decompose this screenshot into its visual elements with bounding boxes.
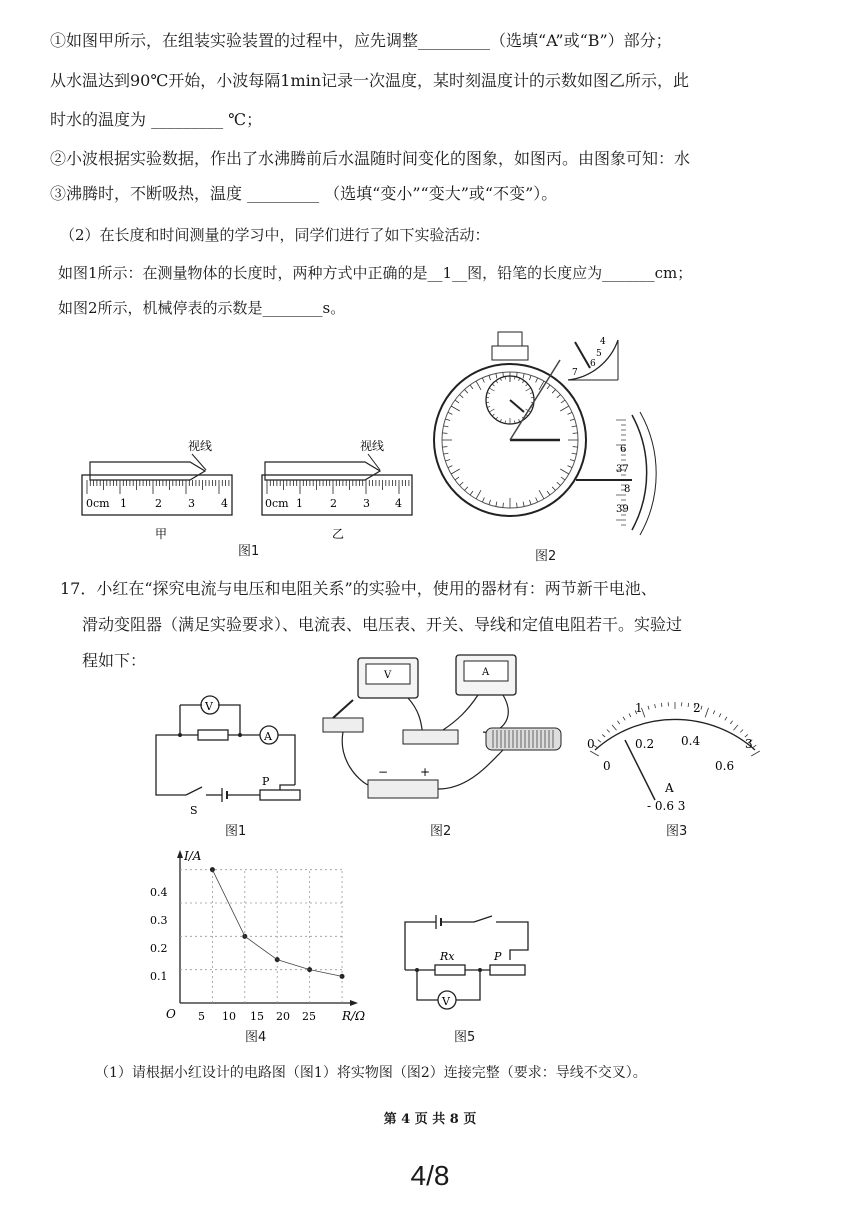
dial-terminals: - 0.6 3	[647, 799, 686, 813]
text-line-11: 程如下：	[82, 651, 147, 670]
stopwatch-tick	[464, 389, 467, 393]
fig5-rheostat	[490, 965, 525, 975]
graph-segment	[310, 970, 342, 977]
dial-tick	[725, 717, 727, 720]
page-number: 4/8	[410, 1160, 450, 1191]
fig5-voltmeter-label: V	[442, 995, 450, 1008]
dial-tick	[730, 721, 732, 724]
ammeter-dial	[585, 700, 765, 820]
stopwatch-tick	[455, 477, 459, 480]
stopwatch-tick	[529, 500, 531, 505]
text-line-2: 从水温达到90℃开始，小波每隔1min记录一次温度，某时刻温度计的示数如图乙所示，此	[50, 71, 690, 90]
outer-label-8: 8	[624, 484, 631, 495]
stopwatch-tick	[560, 469, 569, 474]
stopwatch-tick	[573, 433, 578, 434]
stopwatch-tick	[572, 453, 577, 454]
minute-tick	[526, 388, 531, 391]
graph-ytick-0: 0.1	[150, 970, 168, 983]
dial-bottom-3: 0.6	[715, 759, 735, 773]
inner-label-5: 5	[596, 349, 602, 359]
stopwatch-tick	[529, 375, 531, 380]
stopwatch-tick	[547, 385, 550, 389]
dial-tick	[740, 730, 743, 733]
graph-xlabel: R/Ω	[342, 1009, 366, 1023]
dial-top-1: 1	[635, 701, 643, 715]
dial-tick	[648, 706, 649, 710]
ruler-b-tick-2: 2	[330, 497, 337, 510]
minute-tick	[496, 381, 498, 383]
stopwatch-tick	[517, 503, 518, 508]
ammeter-caption: 图3	[666, 824, 688, 839]
rheostat-symbol	[260, 790, 300, 800]
circuit-diagram	[150, 690, 310, 820]
stopwatch-tick	[443, 453, 448, 454]
dial-tick	[617, 721, 619, 724]
stopwatch-tick	[482, 498, 484, 503]
text-line-9: 17．小红在“探究电流与电压和电阻关系”的实验中，使用的器材有：两节新干电池、	[60, 579, 657, 598]
stopwatch-tick	[445, 459, 450, 461]
graph-ylabel: I/A	[184, 849, 202, 863]
stopwatch-tick	[523, 373, 524, 378]
ruler-a-tick-3: 3	[188, 497, 195, 510]
switch-label: S	[190, 804, 198, 817]
dial-tick	[602, 734, 605, 737]
dial-tick	[623, 717, 625, 720]
ruler-b-tick-0: 0cm	[265, 497, 289, 510]
circuit-caption: 图1	[225, 824, 247, 839]
stopwatch-tick	[470, 491, 473, 495]
battery-plus: +	[420, 765, 431, 779]
stopwatch-tick	[482, 378, 484, 383]
physical-caption: 图2	[430, 824, 452, 839]
stopwatch-tick	[489, 500, 491, 505]
dial-top-3: 3	[745, 737, 753, 751]
page-footer: 第 4 页 共 8 页	[383, 1112, 477, 1127]
text-line-8: 如图2所示，机械停表的示数是________s。	[58, 299, 346, 317]
stopwatch-tick	[445, 419, 450, 421]
battery-device	[368, 780, 438, 798]
text-line-10: 滑动变阻器（满足实验要求）、电流表、电压表、开关、导线和定值电阻若干。实验过	[82, 615, 683, 634]
stopwatch-tick	[443, 426, 448, 427]
stopwatch-tick	[496, 373, 497, 378]
stopwatch-tick	[448, 412, 453, 414]
circuit-fig5	[400, 910, 550, 1020]
minute-tick	[492, 414, 494, 416]
stopwatch-tick	[552, 389, 555, 393]
graph-caption: 图4	[245, 1030, 267, 1045]
ruler-b-tick-4: 4	[395, 497, 402, 510]
dial-tick	[607, 730, 610, 733]
dial-tick	[612, 725, 616, 730]
stopwatch-tick	[442, 447, 447, 448]
minute-tick	[492, 384, 494, 386]
fig5-slider-label: P	[494, 950, 502, 963]
inner-label-4: 4	[600, 337, 606, 347]
stopwatch-tick	[459, 482, 463, 485]
dial-tick	[688, 703, 689, 707]
dial-tick	[590, 751, 599, 756]
inner-label-7: 7	[572, 368, 578, 378]
stopwatch-tick	[561, 400, 565, 403]
stopwatch-tick	[539, 490, 544, 499]
text-line-5: ③沸腾时，不断吸热，温度 _________ （选填“变小”“变大”或“不变”）。	[50, 184, 558, 203]
resistor-symbol	[198, 730, 228, 740]
stopwatch-tick	[455, 400, 459, 403]
outer-label-6: 6	[620, 444, 627, 455]
stopwatch-tick	[470, 385, 473, 389]
stopwatch-tick	[464, 487, 467, 491]
text-line-6: （2）在长度和时间测量的学习中，同学们进行了如下实验活动：	[60, 226, 490, 244]
minute-tick	[526, 384, 528, 386]
stopwatch-tick	[448, 466, 453, 468]
stopwatch-tick	[451, 406, 460, 411]
graph-ytick-3: 0.4	[150, 886, 168, 899]
dial-unit: A	[665, 781, 674, 795]
dial-top-0: 0	[587, 737, 595, 751]
minute-tick	[522, 381, 524, 383]
stopwatch-tick	[489, 375, 491, 380]
inner-label-6: 6	[590, 359, 596, 369]
text-line-4: ②小波根据实验数据，作出了水沸腾前后水温随时间变化的图象，如图丙。由图象可知：水	[50, 149, 691, 168]
dial-tick	[713, 710, 715, 714]
text-line-3: 时水的温度为 _________ ℃；	[50, 110, 263, 129]
dial-tick	[751, 751, 760, 756]
stopwatch-figure	[440, 330, 670, 550]
graph-segment	[212, 870, 244, 937]
stopwatch-tick	[573, 447, 578, 448]
stopwatch-tick	[557, 482, 561, 485]
fig5-resistor-label: Rx	[440, 950, 455, 963]
ruler-b-tick-3: 3	[363, 497, 370, 510]
text-line-1: ①如图甲所示，在组装实验装置的过程中，应先调整_________（选填“A”或“B”）部分；	[50, 31, 672, 50]
stopwatch-tick	[536, 498, 538, 503]
graph-ytick-2: 0.3	[150, 914, 168, 927]
battery-minus: −	[378, 765, 389, 779]
resistor-device	[403, 730, 458, 744]
stopwatch-tick	[476, 490, 481, 499]
stopwatch-tick	[503, 503, 504, 508]
stopwatch-tick	[459, 394, 463, 397]
ruler-a-tick-1: 1	[120, 497, 127, 510]
graph-xtick-2: 15	[250, 1010, 264, 1023]
dial-tick	[719, 713, 721, 717]
stopwatch-tick	[570, 419, 575, 421]
slider-label: P	[262, 775, 270, 788]
fig5-caption: 图5	[454, 1030, 476, 1045]
dial-top-2: 2	[693, 701, 701, 715]
stopwatch-tick	[560, 406, 569, 411]
ruler-b-tick-1: 1	[296, 497, 303, 510]
ammeter-label: A	[264, 730, 272, 743]
ruler-a-tick-0: 0cm	[86, 497, 110, 510]
dial-bottom-0: 0	[603, 759, 611, 773]
stopwatch-tick	[552, 487, 555, 491]
minute-tick	[489, 409, 494, 412]
ruler-a-tick-4: 4	[221, 497, 228, 510]
dial-tick	[705, 708, 708, 717]
sight-label-b: 视线	[360, 439, 385, 453]
rx-resistor	[435, 965, 465, 975]
dial-bottom-2: 0.4	[681, 734, 701, 748]
dial-tick	[701, 706, 702, 710]
outer-label-39: 39	[616, 504, 629, 515]
graph-xtick-0: 5	[198, 1010, 205, 1023]
fig2-caption: 图2	[535, 549, 557, 564]
dial-tick	[655, 704, 656, 708]
question-1: （1）请根据小红设计的电路图（图1）将实物图（图2）连接完整（要求：导线不交叉）。	[95, 1065, 647, 1081]
stopwatch-tick	[476, 381, 481, 390]
graph-segment	[277, 960, 309, 970]
graph-xtick-3: 20	[276, 1010, 290, 1023]
ruler-a-sublabel: 甲	[155, 527, 168, 541]
stopwatch-tick	[557, 394, 561, 397]
ruler-a-tick-2: 2	[155, 497, 162, 510]
graph-ytick-1: 0.2	[150, 942, 168, 955]
voltmeter-label: V	[205, 700, 213, 713]
stopwatch-tick	[496, 502, 497, 507]
stopwatch-tick	[568, 466, 573, 468]
stopwatch-tick	[547, 491, 550, 495]
stopwatch-tick	[523, 502, 524, 507]
text-line-7: 如图1所示：在测量物体的长度时，两种方式中正确的是__1__图，铅笔的长度应为_______cm；	[58, 264, 693, 282]
dial-tick	[661, 703, 662, 707]
ir-graph	[150, 848, 380, 1028]
graph-xtick-4: 25	[302, 1010, 316, 1023]
stopwatch-tick	[568, 412, 573, 414]
sight-label-a: 视线	[188, 439, 213, 453]
dial-tick	[753, 745, 756, 747]
physical-circuit	[318, 650, 578, 810]
dial-tick	[598, 740, 601, 742]
dial-bottom-1: 0.2	[635, 737, 655, 751]
stopwatch-tick	[451, 469, 460, 474]
outer-label-37: 37	[616, 464, 629, 475]
fig1-caption: 图1	[238, 544, 260, 559]
graph-xtick-1: 10	[222, 1010, 236, 1023]
stopwatch-tick	[442, 433, 447, 434]
graph-segment	[245, 936, 277, 959]
dial-tick	[733, 725, 737, 730]
ruler-figure	[80, 440, 410, 550]
minute-tick	[496, 417, 498, 419]
ruler-b-sublabel: 乙	[332, 527, 345, 541]
stopwatch-tick	[570, 459, 575, 461]
minute-tick	[489, 388, 494, 391]
dial-tick	[629, 713, 631, 717]
stopwatch-tick	[536, 378, 538, 383]
meter-v-label: V	[384, 670, 392, 681]
meter-a-label: A	[482, 667, 490, 678]
stopwatch-tick	[561, 477, 565, 480]
stopwatch-tick	[572, 426, 577, 427]
graph-origin: O	[166, 1007, 176, 1021]
switch-device	[323, 718, 363, 732]
